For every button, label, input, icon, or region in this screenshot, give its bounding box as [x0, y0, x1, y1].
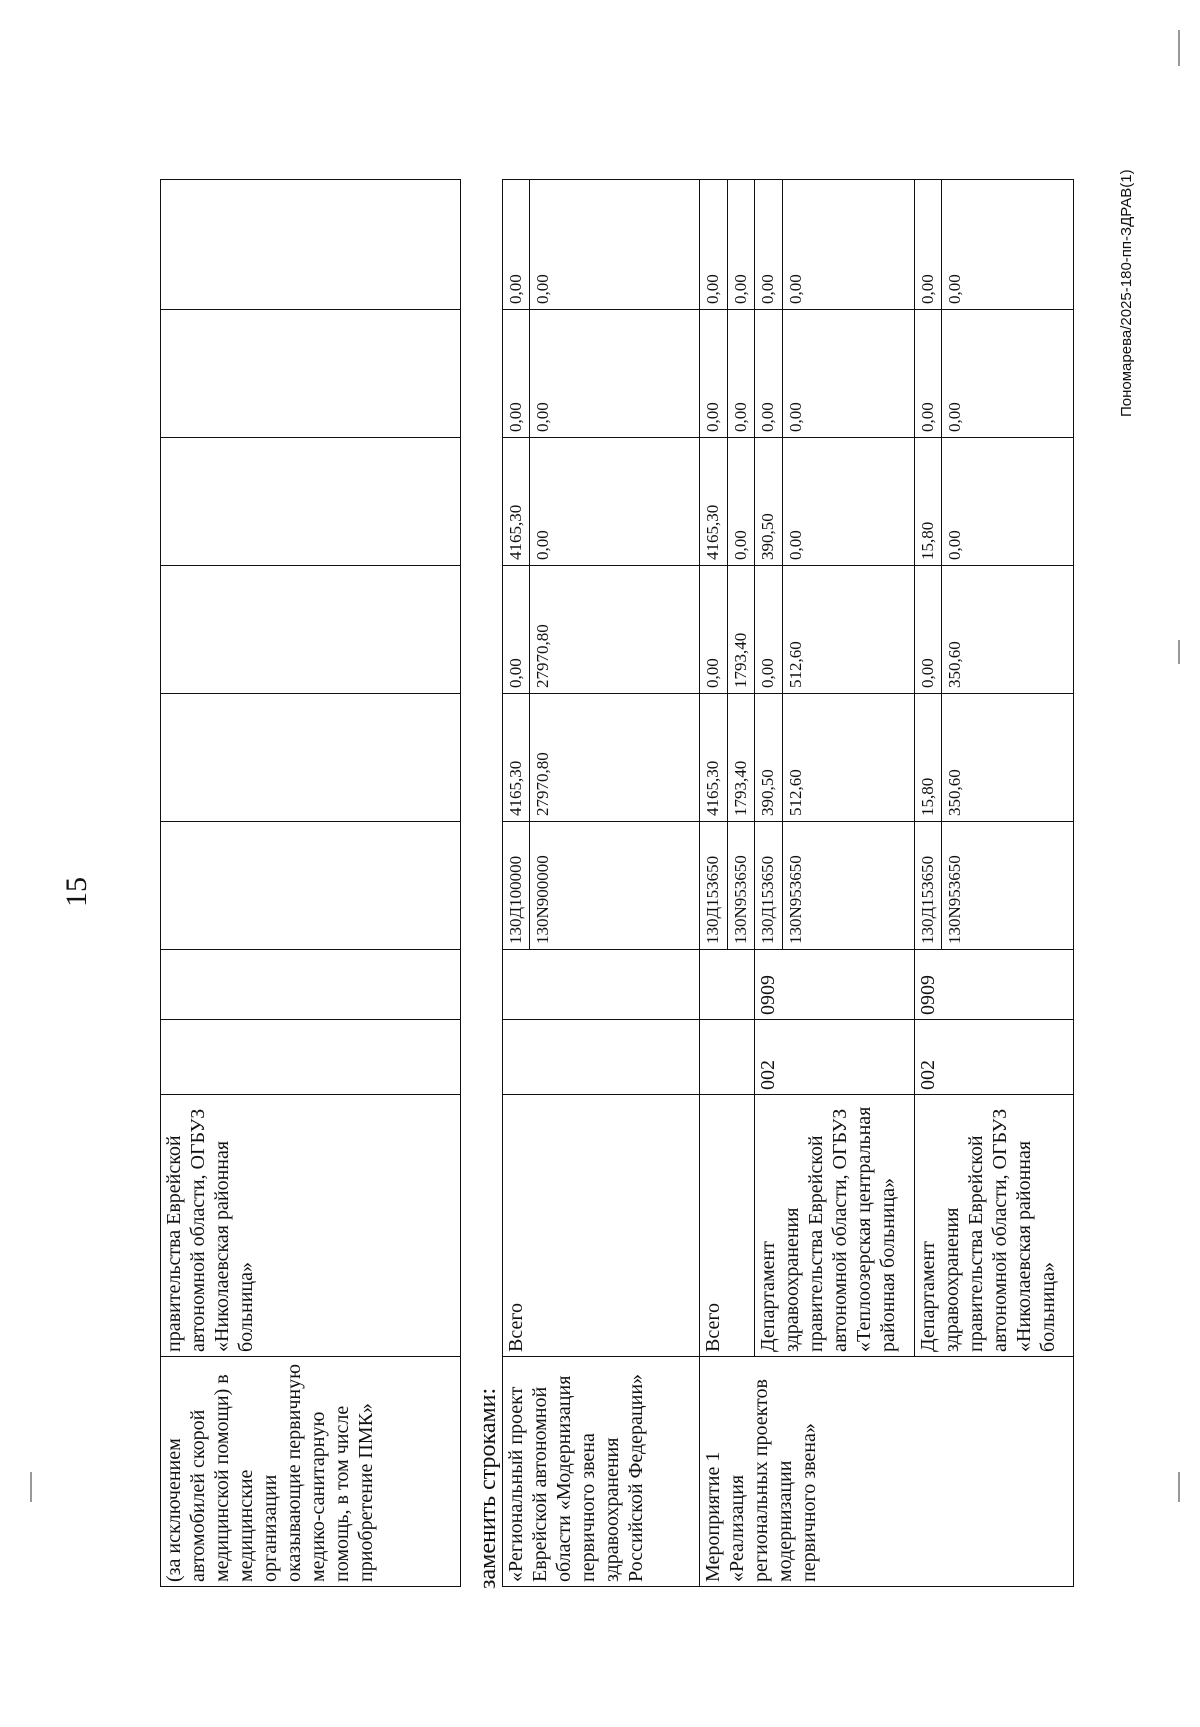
grbs-cell	[700, 1020, 755, 1095]
grbs-cell: 002	[914, 1020, 1073, 1095]
continuation-table	[160, 179, 461, 1587]
other-cell: 0,00	[755, 180, 782, 310]
total-cell: 15,80	[914, 694, 941, 822]
regional-cell: 15,80	[914, 438, 941, 566]
federal-cell: 0,00	[503, 566, 530, 694]
federal-cell: 512,60	[782, 566, 914, 694]
total-cell: 390,50	[755, 694, 782, 822]
rzpr-cell	[700, 950, 755, 1020]
federal-cell: 0,00	[700, 566, 727, 694]
regional-cell: 4165,30	[700, 438, 727, 566]
other-cell: 0,00	[530, 180, 700, 310]
other-cell: 0,00	[941, 180, 1073, 310]
other-cell: 0,00	[727, 180, 754, 310]
rzpr-cell: 0909	[914, 950, 1073, 1020]
executor-cell: правительства Еврейской автономной области, ОГБУЗ «Николаевская районная больница»	[161, 1095, 461, 1357]
scan-mark	[1178, 30, 1180, 66]
federal-cell: 0,00	[914, 566, 941, 694]
event-name-cell: Мероприятие 1 «Реализация региональных проектов модернизации первичного звена»	[700, 1357, 1074, 1587]
local-cell: 0,00	[755, 310, 782, 438]
total-cell: 27970,80	[530, 694, 700, 822]
scan-mark	[1178, 1472, 1180, 1502]
csr-cell: 130N953650	[727, 822, 754, 950]
federal-cell: 350,60	[941, 566, 1073, 694]
total-cell	[161, 694, 461, 822]
federal-cell: 27970,80	[530, 566, 700, 694]
other-cell: 0,00	[700, 180, 727, 310]
total-cell: 4165,30	[503, 694, 530, 822]
regional-cell: 0,00	[727, 438, 754, 566]
regional-cell: 0,00	[530, 438, 700, 566]
csr-cell: 130Д100000	[503, 822, 530, 950]
local-cell: 0,00	[914, 310, 941, 438]
executor-cell: Всего	[503, 1095, 700, 1357]
local-cell	[161, 310, 461, 438]
grbs-cell: 002	[755, 1020, 914, 1095]
scan-mark	[30, 1472, 32, 1502]
total-cell: 350,60	[941, 694, 1073, 822]
replacement-table	[502, 179, 1074, 1587]
regional-cell: 4165,30	[503, 438, 530, 566]
regional-cell: 0,00	[782, 438, 914, 566]
other-cell: 0,00	[914, 180, 941, 310]
csr-cell: 130N953650	[941, 822, 1073, 950]
grbs-cell	[503, 1020, 700, 1095]
replace-label: заменить строками:	[475, 1387, 501, 1589]
executor-cell: Всего	[700, 1095, 755, 1357]
executor-cell: Департамент здравоохранения правительства Еврейской автономной области, ОГБУЗ «Теплоозерская центральная районная больница»	[755, 1095, 914, 1357]
other-cell	[161, 180, 461, 310]
local-cell: 0,00	[503, 310, 530, 438]
grbs-cell	[161, 1020, 461, 1095]
page-number: 15	[60, 877, 93, 907]
total-cell: 4165,30	[700, 694, 727, 822]
local-cell: 0,00	[941, 310, 1073, 438]
federal-cell: 1793,40	[727, 566, 754, 694]
csr-cell: 130Д153650	[700, 822, 727, 950]
local-cell: 0,00	[727, 310, 754, 438]
regional-cell: 390,50	[755, 438, 782, 566]
regional-cell	[161, 438, 461, 566]
project-name-cell: «Региональный проект Еврейской автономной области «Модернизация первичного звена здравоохранения Российской Федерации»	[503, 1357, 700, 1587]
local-cell: 0,00	[700, 310, 727, 438]
federal-cell	[161, 566, 461, 694]
scan-mark	[1178, 640, 1180, 664]
rzpr-cell: 0909	[755, 950, 914, 1020]
local-cell: 0,00	[530, 310, 700, 438]
csr-cell: 130Д153650	[914, 822, 941, 950]
event-name-cell: (за исключением автомобилей скорой медицинской помощи) в медицинские организации оказывающие первичную медико-санитарную помощь, в том числе приобретение ПМК»	[161, 1357, 461, 1587]
regional-cell: 0,00	[941, 438, 1073, 566]
executor-cell: Департамент здравоохранения правительства Еврейской автономной области, ОГБУЗ «Николаевская районная больница»	[914, 1095, 1073, 1357]
rzpr-cell	[161, 950, 461, 1020]
csr-cell: 130N900000	[530, 822, 700, 950]
total-cell: 512,60	[782, 694, 914, 822]
local-cell: 0,00	[782, 310, 914, 438]
federal-cell: 0,00	[755, 566, 782, 694]
other-cell: 0,00	[782, 180, 914, 310]
document-code: Пономарева/2025-180-пп-ЗДРАВ(1)	[1118, 169, 1135, 417]
total-cell: 1793,40	[727, 694, 754, 822]
rzpr-cell	[503, 950, 700, 1020]
csr-cell: 130N953650	[782, 822, 914, 950]
csr-cell	[161, 822, 461, 950]
csr-cell: 130Д153650	[755, 822, 782, 950]
other-cell: 0,00	[503, 180, 530, 310]
